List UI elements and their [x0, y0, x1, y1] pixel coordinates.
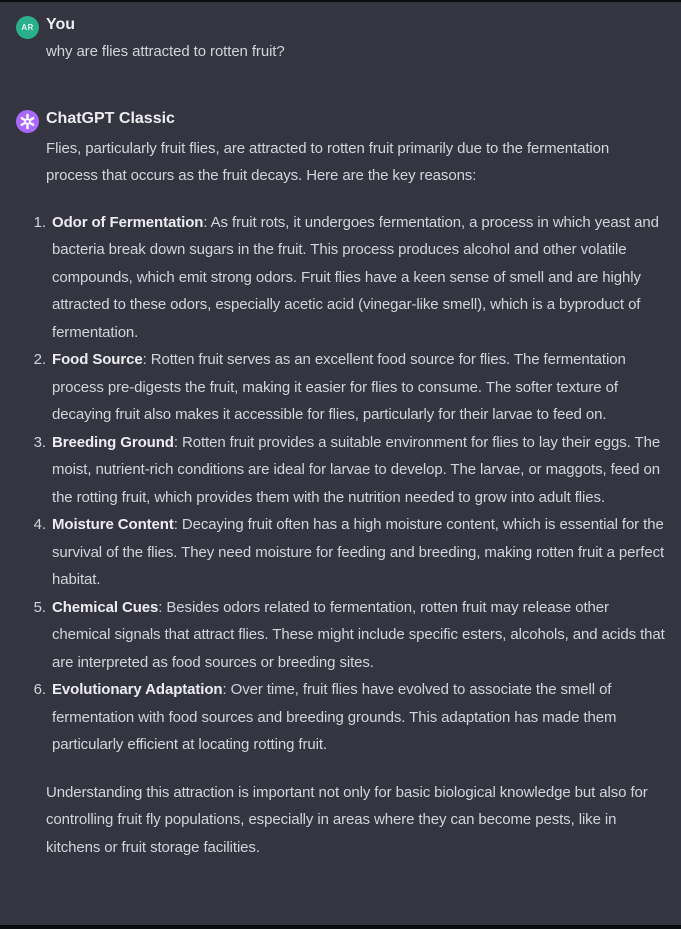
list-item-separator: :: [203, 213, 211, 231]
list-item: [52, 594, 665, 677]
assistant-message: [16, 108, 665, 862]
assistant-avatar-gutter: [16, 108, 40, 133]
user-avatar-initials: AR: [21, 23, 34, 32]
list-item-text: Over time, fruit flies have evolved to associate the smell of fermentation with food sources and breeding grounds. This adaptation has made them particularly efficient at locating rotting fruit.: [52, 681, 617, 753]
list-item: [52, 511, 665, 594]
user-message: [16, 14, 665, 66]
list-item-text: Rotten fruit serves as an excellent food source for flies. The fermentation process pre-digests the fruit, making it easier for flies to consume. The softer texture of decaying fruit also makes it accessible for flies, particularly for their larvae to feed on.: [52, 351, 626, 423]
list-item-title: Moisture Content: [52, 516, 174, 533]
list-item: [52, 429, 665, 512]
user-question-text: why are flies attracted to rotten fruit?: [46, 43, 285, 60]
user-message-content: [46, 14, 665, 66]
list-item-title: Evolutionary Adaptation: [52, 681, 223, 698]
list-item-text: Rotten fruit provides a suitable environment for flies to lay their eggs. The moist, nutrient-rich conditions are ideal for larvae to develop. The larvae, or maggots, feed on the rotting fruit, which provides them with the nutrition needed to grow into adult flies.: [52, 433, 661, 506]
assistant-intro-paragraph: Flies, particularly fruit flies, are attracted to rotten fruit primarily due to the fermentation process that occurs as the fruit decays. Here are the key reasons:: [46, 139, 610, 184]
list-item-title: Chemical Cues: [52, 598, 159, 616]
list-item-separator: :: [173, 516, 182, 533]
assistant-author-label: ChatGPT Classic: [46, 109, 175, 127]
list-item-title: Food Source: [52, 351, 143, 368]
openai-logo-icon: [19, 113, 36, 130]
list-item-text: Besides odors related to fermentation, rotten fruit may release other chemical signals that attract flies. These might include specific esters, alcohols, and acids that are interpreted as food sources or breeding sites.: [52, 598, 665, 671]
list-item-title: Odor of Fermentation: [52, 213, 204, 231]
user-avatar-gutter: [16, 14, 40, 39]
list-item-separator: :: [173, 433, 182, 451]
list-item: [52, 346, 665, 429]
list-item-separator: :: [158, 598, 167, 616]
chat-conversation: [0, 2, 681, 861]
assistant-message-content: [46, 108, 665, 862]
list-item-title: Breeding Ground: [52, 433, 174, 451]
list-item-separator: :: [142, 351, 151, 368]
assistant-outro-paragraph: Understanding this attraction is important not only for basic biological knowledge but also for controlling fruit fly populations, especially in areas where they can become pests, like in kitchens or fruit storage facilities.: [46, 783, 648, 856]
list-item-text: Decaying fruit often has a high moisture content, which is essential for the survival of the flies. They need moisture for feeding and breeding, making rotten fruit a perfect habitat.: [52, 516, 665, 588]
user-author-label: You: [46, 16, 76, 33]
list-item-separator: :: [222, 681, 231, 698]
list-item: [52, 209, 665, 347]
user-avatar: [16, 16, 39, 39]
assistant-avatar: [16, 110, 39, 133]
list-item: [52, 676, 665, 759]
list-item-text: As fruit rots, it undergoes fermentation, a process in which yeast and bacteria break down sugars in the fruit. This process produces alcohol and other volatile compounds, which emit strong odors. Fruit flies have a keen sense of smell and are highly attracted to these odors, especially acetic acid (vinegar-like smell), which is a byproduct of fermentation.: [52, 213, 659, 341]
assistant-reasons-list: [46, 209, 665, 759]
